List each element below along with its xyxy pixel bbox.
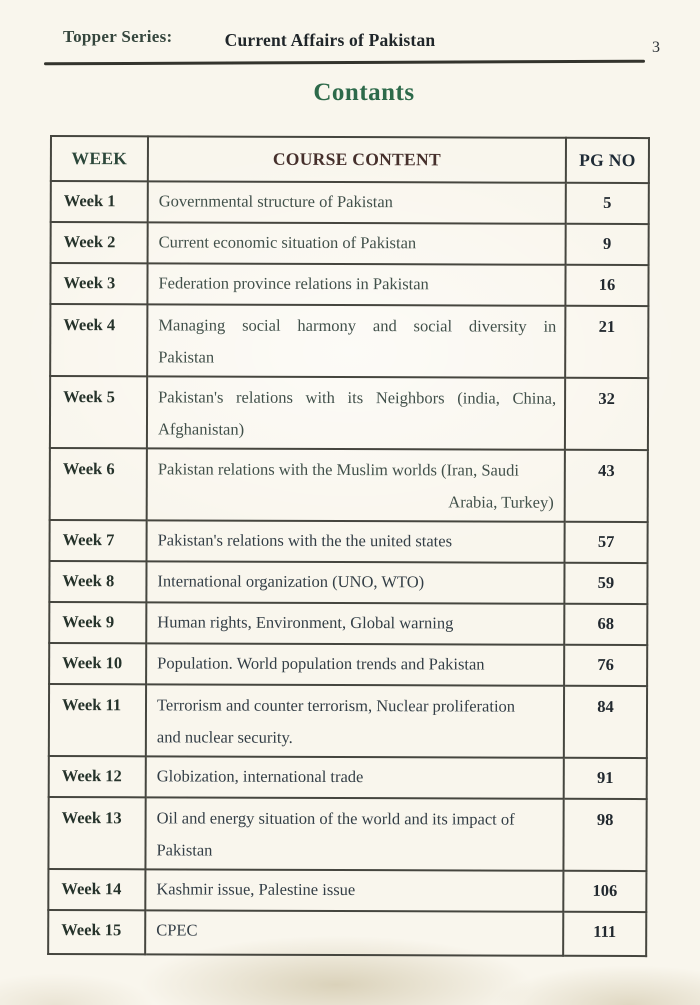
page-cell: 84 — [564, 686, 647, 758]
content-line: Terrorism and counter terrorism, Nuclear proliferation — [156, 695, 516, 716]
content-cell — [146, 643, 564, 685]
content-line: and nuclear security. — [156, 727, 293, 747]
table-row — [51, 222, 649, 265]
table-row — [51, 181, 649, 224]
page-cell: 68 — [564, 604, 647, 645]
page-cell: 9 — [566, 224, 649, 265]
table-row — [50, 376, 648, 450]
page-cell: 43 — [565, 450, 648, 522]
content-line: Federation province relations in Pakistan — [158, 273, 429, 294]
content-cell — [147, 263, 565, 305]
week-cell: Week 4 — [50, 304, 147, 376]
header-series-label: Topper Series: — [63, 27, 173, 46]
page-cell: 98 — [563, 799, 646, 871]
content-line: Kashmir issue, Palestine issue — [156, 879, 356, 900]
week-cell: Week 1 — [51, 181, 148, 222]
contents-heading: Contants — [313, 79, 415, 106]
content-line: Afghanistan) — [157, 419, 245, 439]
table-row — [49, 561, 647, 604]
column-header-pgno: PG NO — [566, 138, 649, 183]
page-cell: 21 — [565, 306, 648, 378]
content-line: Governmental structure of Pakistan — [158, 191, 393, 212]
page-cell: 91 — [564, 758, 647, 799]
page-cell: 76 — [564, 645, 647, 686]
content-line: Managing social harmony and social diversity in — [158, 315, 557, 336]
week-cell: Week 6 — [50, 448, 147, 520]
week-cell: Week 2 — [51, 222, 148, 263]
content-line: Human rights, Environment, Global warning — [157, 612, 454, 633]
week-cell: Week 15 — [48, 910, 145, 954]
content-line: Population. World population trends and Pakistan — [157, 653, 485, 674]
week-cell: Week 9 — [49, 602, 146, 643]
table-row — [48, 797, 646, 871]
table-row — [49, 643, 647, 686]
table-row — [50, 448, 648, 522]
table-row — [50, 263, 648, 306]
week-cell: Week 13 — [48, 797, 145, 869]
content-line: Oil and energy situation of the world and its impact of — [156, 808, 515, 829]
header-book-title: Current Affairs of Pakistan — [224, 30, 436, 50]
content-cell — [147, 448, 565, 521]
week-cell: Week 12 — [49, 756, 146, 797]
content-cell — [147, 304, 565, 377]
page-cell: 106 — [563, 871, 646, 912]
page-cell: 5 — [566, 183, 649, 224]
page-cell: 111 — [563, 912, 646, 956]
page-cell: 16 — [565, 265, 648, 306]
table-row — [48, 910, 646, 956]
content-cell — [148, 181, 566, 223]
content-line: Pakistan's relations with its Neighbors (india, China, — [158, 387, 557, 408]
column-header-course: COURSE CONTENT — [148, 136, 566, 182]
week-cell: Week 7 — [50, 520, 147, 561]
content-cell — [146, 561, 564, 603]
header-rule-divider — [44, 60, 645, 66]
week-cell: Week 8 — [49, 561, 146, 602]
content-cell — [147, 520, 565, 562]
content-cell — [145, 869, 563, 911]
column-header-week: WEEK — [51, 136, 148, 181]
content-line: Pakistan — [156, 840, 213, 860]
table-row — [48, 869, 646, 912]
table-row — [49, 602, 647, 645]
content-line: Pakistan relations with the Muslim worlds (Iran, Saudi — [157, 459, 519, 480]
content-line: Globization, international trade — [156, 766, 364, 787]
content-cell — [146, 602, 564, 644]
page-cell: 59 — [564, 563, 647, 604]
table-row — [49, 684, 647, 758]
content-cell — [146, 756, 564, 798]
week-cell: Week 5 — [50, 376, 147, 448]
page-cell: 57 — [565, 522, 648, 563]
page-number: 3 — [652, 39, 660, 56]
content-cell — [146, 684, 564, 757]
content-line: CPEC — [156, 920, 198, 940]
week-cell: Week 11 — [49, 684, 146, 756]
week-cell: Week 14 — [48, 869, 145, 910]
content-cell — [145, 910, 563, 955]
content-line: International organization (UNO, WTO) — [157, 571, 425, 592]
content-line: Arabia, Turkey) — [448, 492, 554, 512]
content-line: Pakistan — [158, 347, 215, 367]
table-row — [50, 304, 648, 378]
content-cell — [147, 376, 565, 449]
table-row — [50, 520, 648, 563]
contents-table — [47, 135, 650, 957]
content-line: Current economic situation of Pakistan — [158, 232, 417, 253]
week-cell: Week 10 — [49, 643, 146, 684]
content-cell — [145, 797, 563, 870]
page-cell: 32 — [565, 378, 648, 450]
table-header-row — [51, 136, 649, 183]
content-cell — [148, 222, 566, 264]
week-cell: Week 3 — [50, 263, 147, 304]
table-row — [49, 756, 647, 799]
content-line: Pakistan's relations with the the united states — [157, 530, 453, 551]
